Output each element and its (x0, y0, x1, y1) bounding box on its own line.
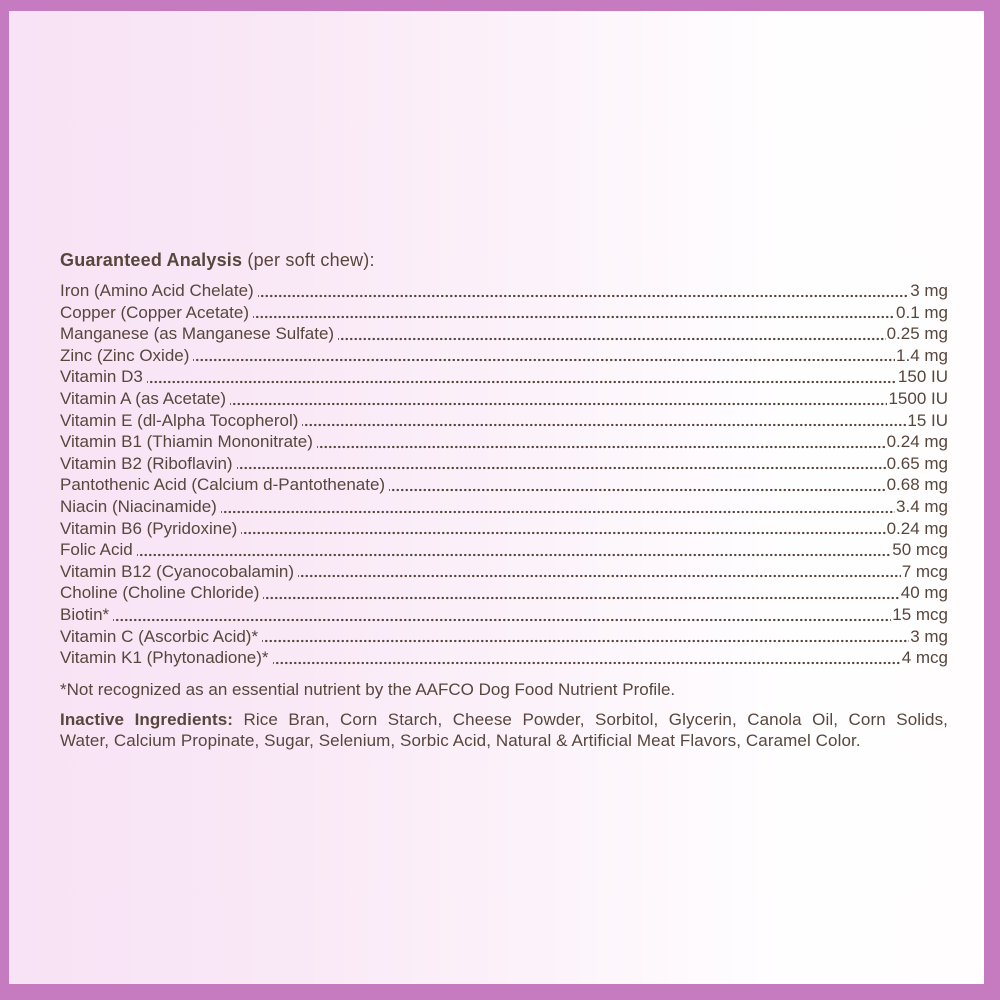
analysis-row (60, 626, 948, 648)
dot-leader (230, 388, 887, 410)
nutrient-value: 3 mg (910, 281, 948, 300)
inactive-ingredients (60, 709, 948, 752)
analysis-row (60, 496, 948, 518)
analysis-row (60, 604, 948, 626)
analysis-row (60, 280, 948, 302)
section-title-suffix: (per soft chew): (242, 250, 375, 270)
nutrient-value: 1500 IU (888, 388, 948, 408)
analysis-row (60, 561, 948, 583)
nutrient-name: Iron (Amino Acid Chelate) (60, 281, 254, 300)
nutrient-name: Biotin* (60, 604, 110, 624)
nutrient-value: 50 mcg (892, 540, 948, 560)
nutrient-value: 0.68 mg (886, 475, 948, 495)
nutrient-value: 40 mg (900, 583, 948, 603)
nutrient-name: Vitamin B6 (Pyridoxine) (60, 518, 238, 538)
dot-leader (147, 366, 897, 388)
nutrient-name: Vitamin K1 (Phytonadione)* (60, 648, 269, 668)
dot-leader (302, 410, 906, 432)
dot-leader (273, 647, 901, 669)
analysis-row (60, 302, 948, 324)
nutrient-value: 4 mcg (901, 648, 948, 668)
nutrient-name: Manganese (as Manganese Sulfate) (60, 324, 335, 344)
label-content (60, 249, 948, 752)
aafco-footnote: *Not recognized as an essential nutrient by the AAFCO Dog Food Nutrient Profile. (60, 679, 676, 699)
dot-leader (317, 431, 886, 453)
dot-leader (193, 345, 895, 367)
nutrient-value: 15 mcg (892, 604, 948, 624)
analysis-row (60, 582, 948, 604)
nutrient-value: 0.65 mg (886, 453, 948, 473)
dot-leader (221, 496, 895, 518)
nutrient-name: Vitamin B2 (Riboflavin) (60, 453, 233, 473)
analysis-row (60, 388, 948, 410)
analysis-row (60, 323, 948, 345)
dot-leader (241, 518, 885, 540)
nutrient-name: Vitamin C (Ascorbic Acid)* (60, 626, 259, 646)
nutrient-value: 7 mcg (901, 561, 948, 581)
nutrient-name: Choline (Choline Chloride) (60, 583, 260, 603)
nutrient-name: Vitamin B12 (Cyanocobalamin) (60, 561, 295, 581)
inactive-ingredients-line-1 (60, 709, 948, 731)
nutrient-value: 15 IU (907, 410, 948, 430)
nutrient-name: Vitamin D3 (60, 367, 143, 387)
nutrient-value: 3.4 mg (896, 496, 948, 516)
nutrient-name: Zinc (Zinc Oxide) (60, 345, 190, 365)
nutrient-value: 3 mg (910, 626, 948, 646)
section-title (60, 249, 948, 271)
dot-leader (389, 474, 885, 496)
analysis-row (60, 647, 948, 669)
nutrient-value: 150 IU (897, 367, 948, 387)
dot-leader (137, 539, 892, 561)
inactive-ingredients-line-2: Water, Calcium Propinate, Sugar, Selenium, Sorbic Acid, Natural & Artificial Meat Flavors, Caramel Color. (60, 731, 861, 751)
analysis-row (60, 518, 948, 540)
inactive-ingredients-heading: Inactive Ingredients: (60, 709, 234, 729)
nutrient-name: Copper (Copper Acetate) (60, 302, 249, 322)
analysis-row (60, 453, 948, 475)
nutrient-value: 0.24 mg (886, 432, 948, 452)
analysis-row (60, 410, 948, 432)
analysis-row (60, 345, 948, 367)
nutrient-name: Vitamin A (as Acetate) (60, 388, 226, 408)
analysis-row (60, 366, 948, 388)
nutrient-name: Niacin (Niacinamide) (60, 496, 217, 516)
dot-leader (253, 302, 895, 324)
dot-leader (258, 280, 910, 302)
nutrient-value: 1.4 mg (896, 345, 948, 365)
nutrient-value: 0.24 mg (886, 518, 948, 538)
guaranteed-analysis-table (60, 280, 948, 669)
nutrient-value: 0.1 mg (896, 302, 948, 322)
dot-leader (113, 604, 891, 626)
label-panel (9, 11, 984, 984)
nutrient-name: Folic Acid (60, 540, 133, 560)
nutrient-value: 0.25 mg (886, 324, 948, 344)
analysis-row (60, 431, 948, 453)
nutrient-name: Vitamin E (dl-Alpha Tocopherol) (60, 410, 299, 430)
dot-leader (263, 582, 899, 604)
dot-leader (338, 323, 886, 345)
analysis-row (60, 474, 948, 496)
nutrient-name: Vitamin B1 (Thiamin Mononitrate) (60, 432, 313, 452)
dot-leader (237, 453, 886, 475)
dot-leader (298, 561, 901, 583)
section-title-bold: Guaranteed Analysis (60, 250, 243, 270)
analysis-row (60, 539, 948, 561)
nutrient-name: Pantothenic Acid (Calcium d-Pantothenate) (60, 475, 386, 495)
inactive-ingredients-line-1-text: Rice Bran, Corn Starch, Cheese Powder, Sorbitol, Glycerin, Canola Oil, Corn Solids, (233, 709, 949, 729)
dot-leader (262, 626, 909, 648)
